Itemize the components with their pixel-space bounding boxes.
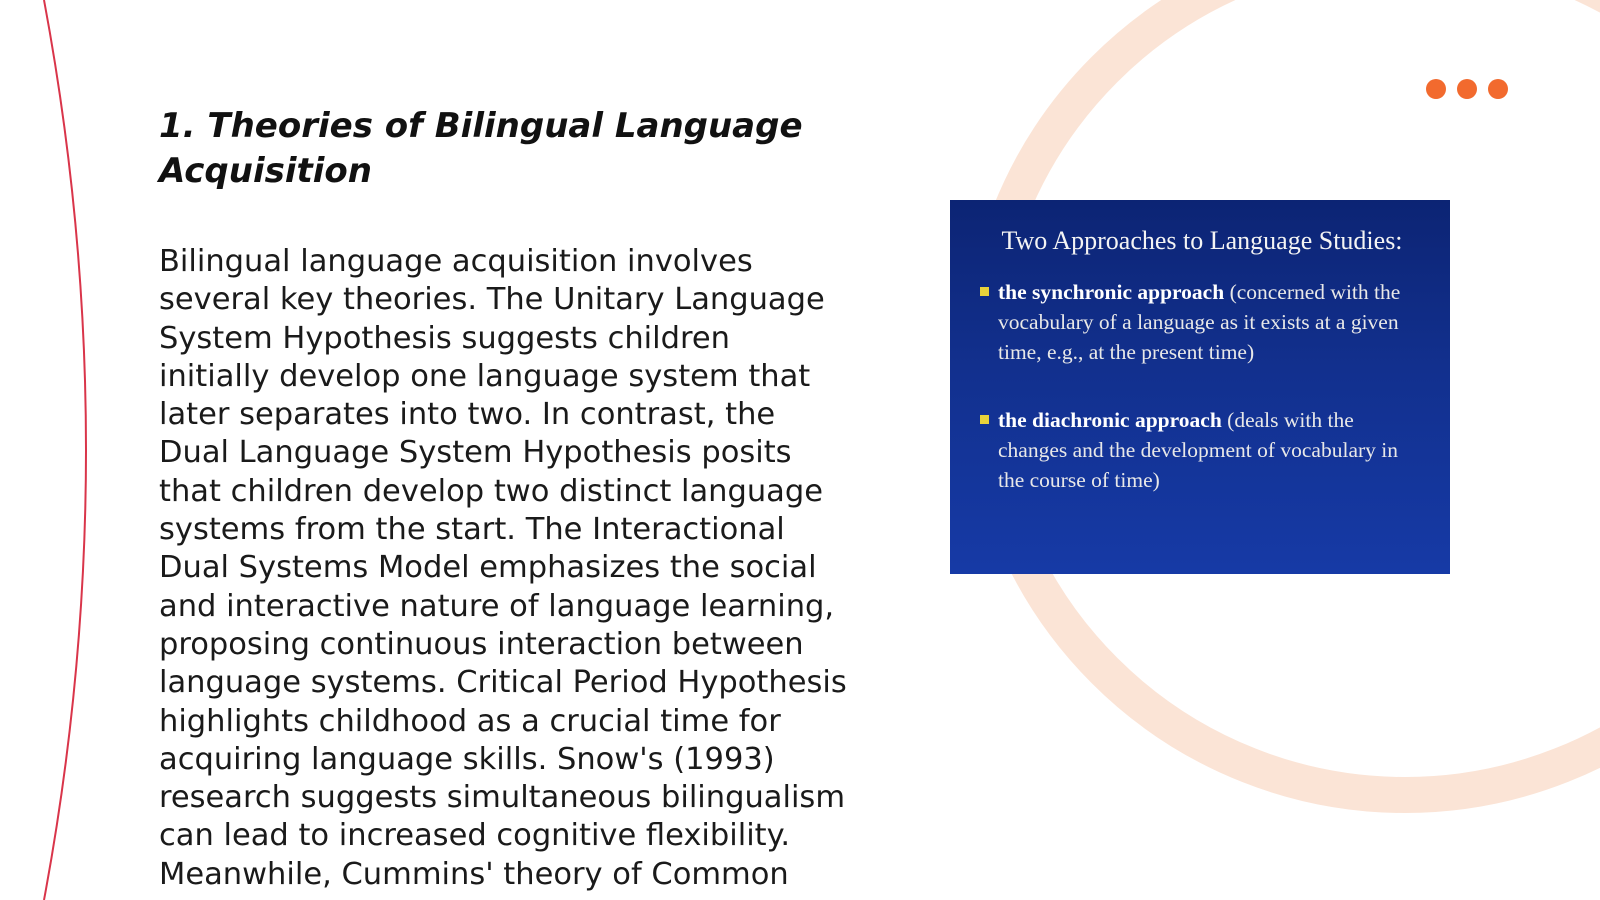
approach-description: (deals with the changes and the development of vocabulary in the course of time) [998,408,1398,492]
square-bullet-icon [980,415,989,424]
approaches-image [950,200,1450,574]
slide-title: 1. Theories of Bilingual Language Acquisition [159,106,803,191]
image-heading: Two Approaches to Language Studies: [1001,226,1403,255]
approach-term: the diachronic approach [998,408,1222,432]
dot-1 [1426,79,1446,99]
approach-item-diachronic [978,405,1426,495]
approach-description: (concerned with the vocabulary of a language as it exists at a given time, e.g., at the present time) [998,280,1401,364]
dot-2 [1457,79,1477,99]
slide-body-text: Bilingual language acquisition involves several key theories. The Unitary Language System Hypothesis suggests children initially develop one language system that later separates into two. In contrast, the Dual Language System Hypothesis posits that children develop two distinct language systems from the start. The Interactional Dual Systems Model emphasizes the social and interactive nature of language learning, proposing continuous interaction between language systems. Critical Period Hypothesis highlights childhood as a crucial time for acquiring language skills. Snow's (1993) research suggests simultaneous bilingualism can lead to increased cognitive flexibility. Meanwhile, Cummins' theory of Common [159,244,847,892]
left-accent-line [44,0,86,900]
square-bullet-icon [980,287,989,296]
dot-3 [1488,79,1508,99]
decorative-dots [1426,79,1508,99]
approach-term: the synchronic approach [998,280,1225,304]
approaches-list [978,277,1426,495]
approach-item-synchronic [978,277,1426,367]
